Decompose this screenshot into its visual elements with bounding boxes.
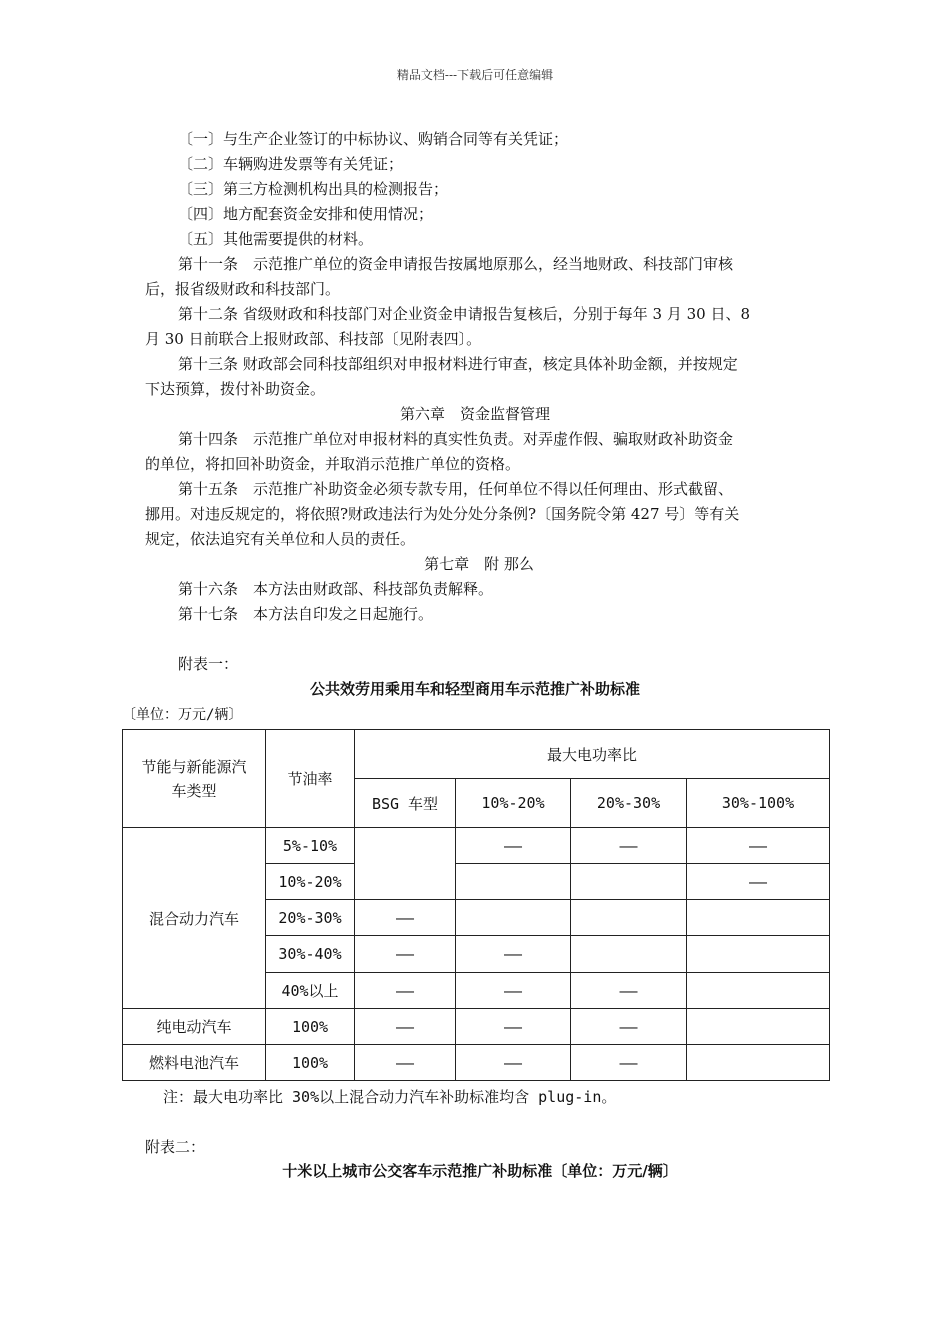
dash-cell: —— xyxy=(687,828,830,864)
dash-cell: —— xyxy=(355,1009,456,1045)
article-16: 第十六条 本方法由财政部、科技部负责解释。 xyxy=(178,580,494,598)
page-header: 精品文档---下载后可任意编辑 xyxy=(396,68,554,82)
table-cell xyxy=(687,1009,830,1045)
saving-20-30: 20%-30% xyxy=(266,900,355,936)
saving-5-10: 5%-10% xyxy=(266,828,355,864)
chapter-6-heading: 第六章 资金监督管理 xyxy=(399,405,550,423)
table-cell xyxy=(687,1045,830,1081)
list-item: 〔一〕与生产企业签订的中标协议、购销合同等有关凭证； xyxy=(178,130,569,148)
annex1-label: 附表一： xyxy=(178,655,239,673)
article-11: 第十一条 示范推广单位的资金申请报告按属地原那么，经当地财政、科技部门审核 xyxy=(178,255,734,273)
header-vehicle-type: 节能与新能源汽车类型 xyxy=(123,730,266,828)
article-14: 第十四条 示范推广单位对申报材料的真实性负责。对弄虚作假、骗取财政补助资金 xyxy=(178,430,734,448)
saving-40-plus: 40%以上 xyxy=(266,973,355,1009)
article-15: 第十五条 示范推广补助资金必须专款专用，任何单位不得以任何理由、形式截留、 xyxy=(178,480,734,498)
dash-cell: —— xyxy=(687,864,830,900)
row-ev: 纯电动汽车 xyxy=(123,1009,266,1045)
dash-cell: —— xyxy=(355,973,456,1009)
article-12-cont: 月 30 日前联合上报财政部、科技部〔见附表四〕。 xyxy=(145,330,482,348)
row-hybrid: 混合动力汽车 xyxy=(123,828,266,1009)
dash-cell: —— xyxy=(571,1045,687,1081)
table-cell xyxy=(571,900,687,936)
chapter-7-heading: 第七章 附 那么 xyxy=(424,555,534,573)
annex2-title: 十米以上城市公交客车示范推广补助标准〔单位：万元/辆〕 xyxy=(282,1162,678,1180)
article-12: 第十二条 省级财政和科技部门对企业资金申请报告复核后，分别于每年 3 月 30 日、8 xyxy=(178,305,751,323)
table-cell xyxy=(687,900,830,936)
dash-cell: —— xyxy=(571,973,687,1009)
dash-cell: —— xyxy=(571,1009,687,1045)
dash-cell: —— xyxy=(456,828,571,864)
header-30-100: 30%-100% xyxy=(687,779,830,828)
table-cell xyxy=(355,828,456,900)
saving-30-40: 30%-40% xyxy=(266,936,355,973)
saving-ev: 100% xyxy=(266,1009,355,1045)
article-13-cont: 下达预算，拨付补助资金。 xyxy=(145,380,326,398)
dash-cell: —— xyxy=(456,936,571,973)
dash-cell: —— xyxy=(355,900,456,936)
header-max-power-ratio: 最大电功率比 xyxy=(355,730,830,779)
header-10-20: 10%-20% xyxy=(456,779,571,828)
subsidy-table xyxy=(122,729,830,1081)
header-fuel-saving: 节油率 xyxy=(266,730,355,828)
article-17: 第十七条 本方法自印发之日起施行。 xyxy=(178,605,434,623)
table-cell xyxy=(687,973,830,1009)
annex1-title: 公共效劳用乘用车和轻型商用车示范推广补助标准 xyxy=(309,680,640,698)
list-item: 〔二〕车辆购进发票等有关凭证； xyxy=(178,155,404,173)
table-cell xyxy=(571,864,687,900)
list-item: 〔四〕地方配套资金安排和使用情况； xyxy=(178,205,434,223)
annex2-label: 附表二： xyxy=(145,1138,206,1156)
dash-cell: —— xyxy=(571,828,687,864)
article-15-cont2: 规定，依法追究有关单位和人员的责任。 xyxy=(145,530,416,548)
saving-fc: 100% xyxy=(266,1045,355,1081)
list-item: 〔五〕其他需要提供的材料。 xyxy=(178,230,374,248)
header-20-30: 20%-30% xyxy=(571,779,687,828)
article-15-cont: 挪用。对违反规定的，将依照?财政违法行为处分处分条例?〔国务院令第 427 号〕等有关 xyxy=(145,505,740,523)
article-11-cont: 后，报省级财政和科技部门。 xyxy=(145,280,341,298)
article-14-cont: 的单位，将扣回补助资金，并取消示范推广单位的资格。 xyxy=(145,455,521,473)
annex1-unit: 〔单位：万元/辆〕 xyxy=(122,707,243,723)
row-fuel-cell: 燃料电池汽车 xyxy=(123,1045,266,1081)
dash-cell: —— xyxy=(355,1045,456,1081)
table-cell xyxy=(456,864,571,900)
table-cell xyxy=(687,936,830,973)
dash-cell: —— xyxy=(456,1045,571,1081)
saving-10-20: 10%-20% xyxy=(266,864,355,900)
table-cell xyxy=(571,936,687,973)
dash-cell: —— xyxy=(355,936,456,973)
annex1-note: 注：最大电功率比 30%以上混合动力汽车补助标准均含 plug-in。 xyxy=(163,1088,617,1106)
header-bsg: BSG 车型 xyxy=(355,779,456,828)
article-13: 第十三条 财政部会同科技部组织对申报材料进行审查，核定具体补助金额，并按规定 xyxy=(178,355,738,373)
dash-cell: —— xyxy=(456,973,571,1009)
table-cell xyxy=(456,900,571,936)
dash-cell: —— xyxy=(456,1009,571,1045)
list-item: 〔三〕第三方检测机构出具的检测报告； xyxy=(178,180,449,198)
